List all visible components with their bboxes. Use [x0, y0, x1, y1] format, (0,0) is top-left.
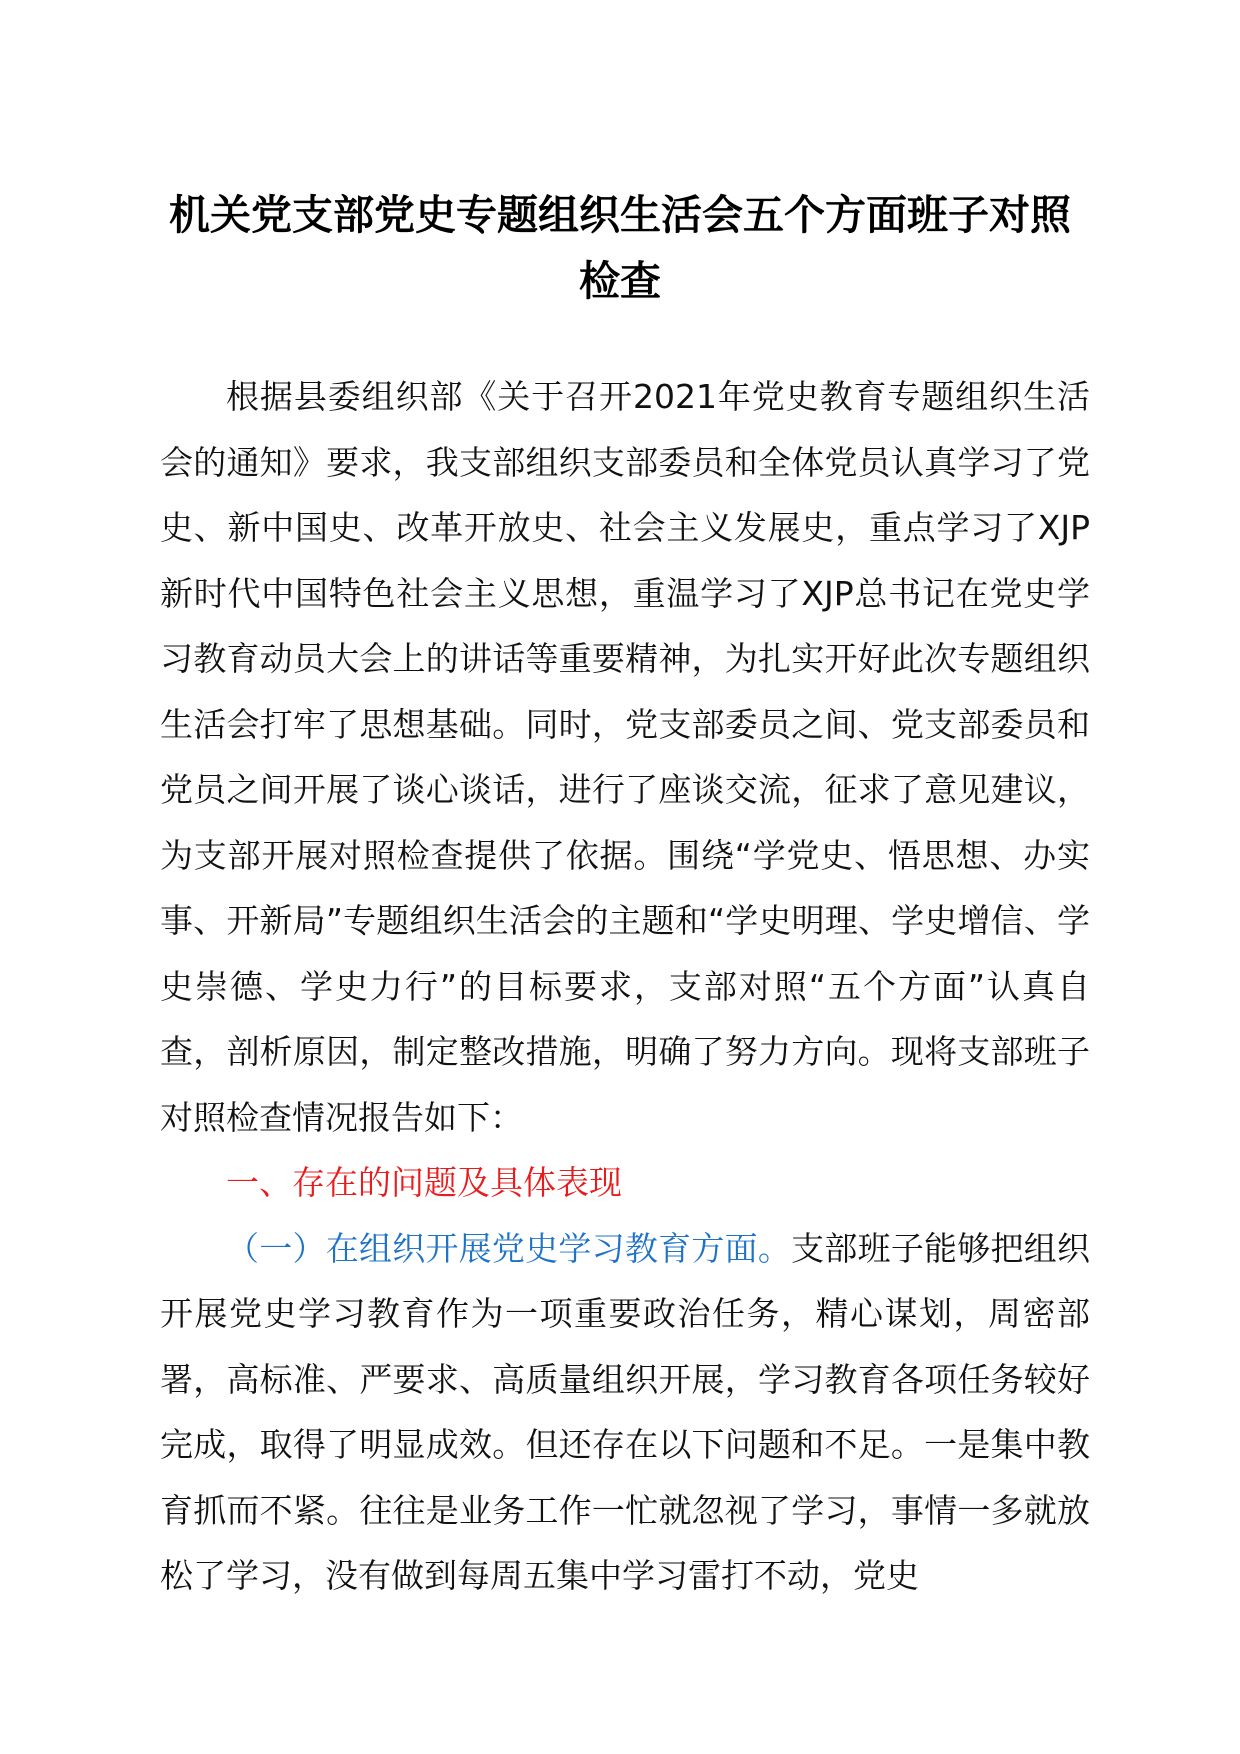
subsection-heading: （一）在组织开展党史学习教育方面。	[226, 1228, 792, 1268]
section-heading: 一、存在的问题及具体表现	[226, 1163, 622, 1202]
intro-paragraph: 根据县委组织部《关于召开2021年党史教育专题组织生活会的通知》要求，我支部组织支部委员和全体党员认真学习了党史、新中国史、改革开放史、社会主义发展史，重点学习了XJP新时代中国特色社会主义思想，重温学习了XJP总书记在党史学习教育动员大会上的讲话等重要精神，为扎实开好此次专题组织生活会打牢了思想基础。同时，党支部委员之间、党支部委员和党员之间开展了谈心谈话，进行了座谈交流，征求了意见建议，为支部开展对照检查提供了依据。围绕“学党史、悟思想、办实事、开新局”专题组织生活会的主题和“学史明理、学史增信、学史崇德、学史力行”的目标要求，支部对照“五个方面”认真自查，剖析原因，制定整改措施，明确了努力方向。现将支部班子对照检查情况报告如下：	[160, 377, 1090, 1137]
document-title: 机关党支部党史专题组织生活会五个方面班子对照检查	[169, 191, 1071, 305]
subsection-paragraph	[160, 1216, 1090, 1609]
subsection-text: 支部班子能够把组织开展党史学习教育作为一项重要政治任务，精心谋划，周密部署，高标准、严要求、高质量组织开展，学习教育各项任务较好完成，取得了明显成效。但还存在以下问题和不足。一是集中教育抓而不紧。往往是业务工作一忙就忽视了学习，事情一多就放松了学习，没有做到每周五集中学习雷打不动，党史	[160, 1228, 1091, 1595]
document-body	[160, 364, 1090, 1609]
